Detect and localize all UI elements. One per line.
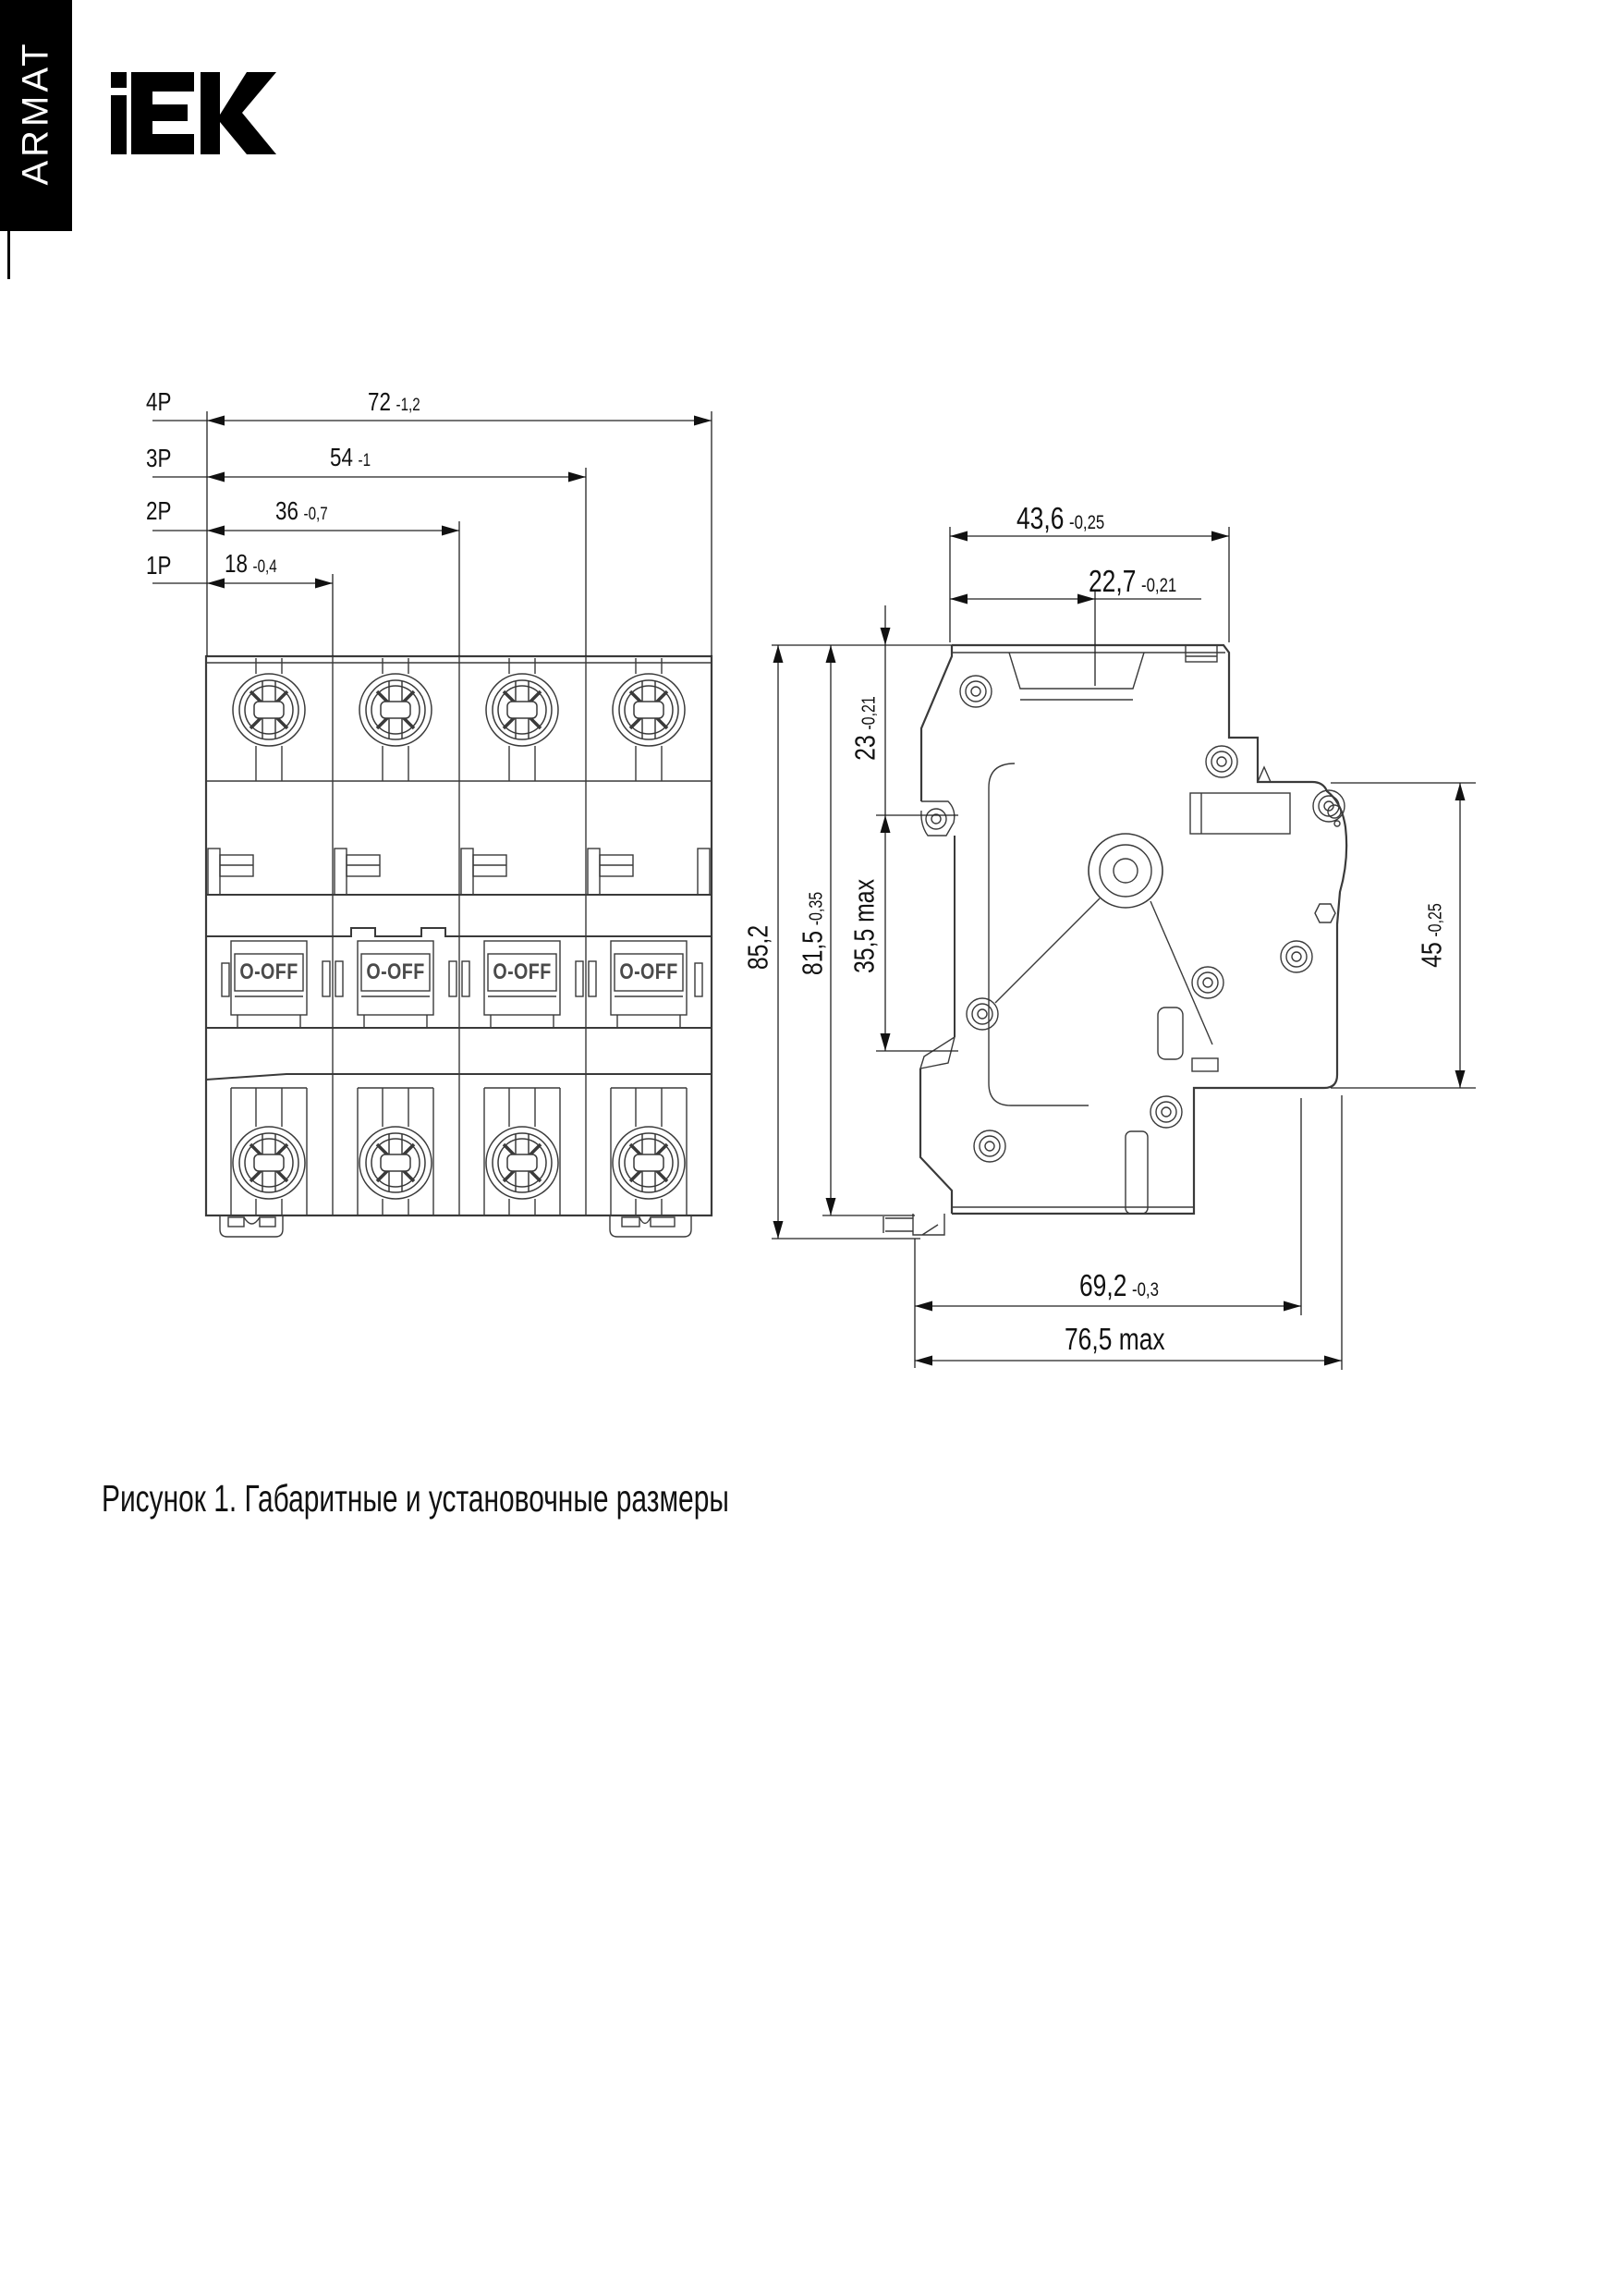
front-view-drawing <box>206 656 712 1237</box>
toggle-state-label: O-OFF <box>239 959 298 984</box>
pole-count-label-2p: 2P <box>146 496 172 525</box>
dim-width-4p: 72 -1,2 <box>368 387 420 416</box>
dimension-lines <box>152 411 1476 1370</box>
pole-count-label-3p: 3P <box>146 444 172 472</box>
dim-width-2p: 36 -0,7 <box>275 496 328 525</box>
dim-front-face-height: 45-0,25 <box>1415 903 1448 968</box>
side-view-drawing <box>883 645 1346 1235</box>
toggle-state-label: O-OFF <box>493 959 552 984</box>
dim-top-to-rail: 23-0,21 <box>848 696 882 761</box>
dim-base-depth: 69,2 -0,3 <box>1079 1268 1159 1302</box>
dim-max-depth: 76,5 max <box>1065 1322 1165 1356</box>
dim-width-1p: 18 -0,4 <box>225 549 277 578</box>
series-label: ARMAT <box>15 40 56 186</box>
dim-body-height: 81,5-0,35 <box>796 891 829 976</box>
figure-caption: Рисунок 1. Габаритные и установочные размеры <box>102 1477 729 1520</box>
pole-count-label-1p: 1P <box>146 551 172 580</box>
dim-overall-width: 43,6 -0,25 <box>1016 501 1105 535</box>
dim-rail-recess: 35,5 max <box>847 878 881 974</box>
dimension-arrows <box>207 416 1466 1366</box>
toggle-state-label: O-OFF <box>366 959 425 984</box>
pole-count-label-4p: 4P <box>146 387 172 416</box>
toggle-state-label: O-OFF <box>619 959 678 984</box>
dim-overall-height: 85,2 <box>741 924 774 971</box>
dim-handle-depth: 22,7 -0,21 <box>1089 564 1177 598</box>
dim-width-3p: 54 -1 <box>330 443 371 471</box>
